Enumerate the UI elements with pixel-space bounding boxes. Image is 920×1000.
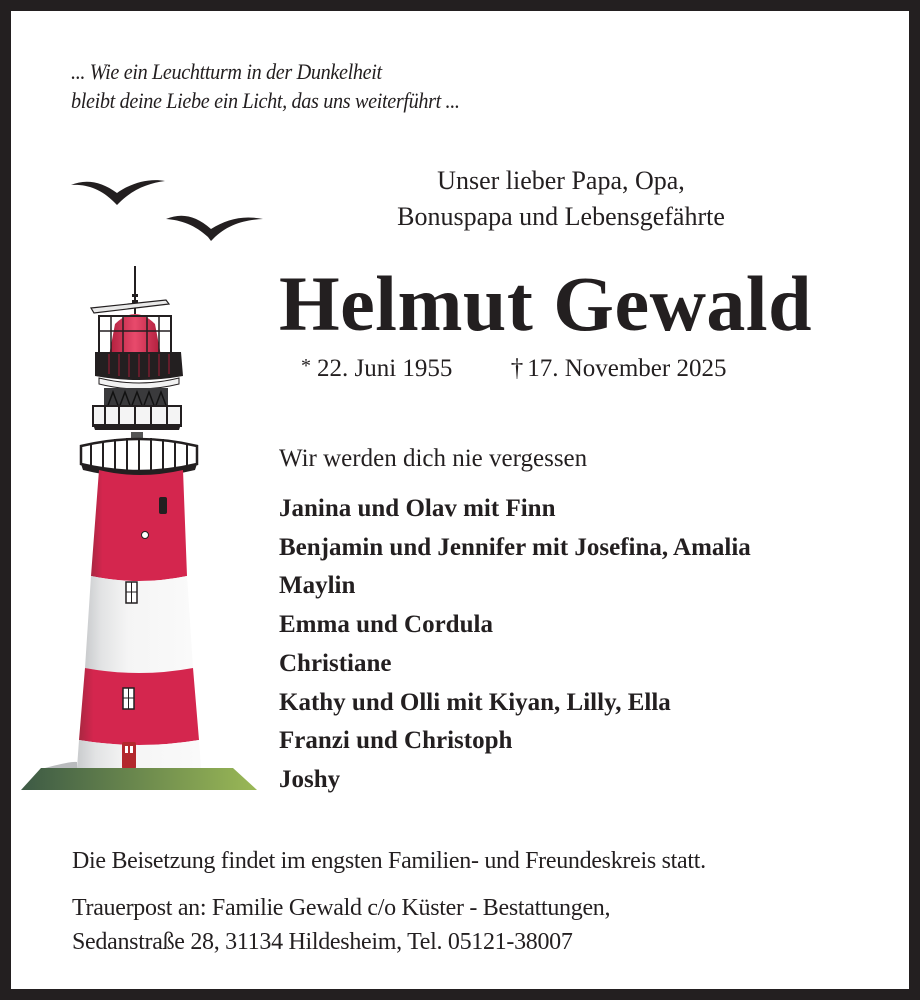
life-dates <box>301 349 726 386</box>
relationship-subtitle <box>341 163 781 235</box>
farewell-line: Wir werden dich nie vergessen <box>279 445 588 472</box>
deceased-name: Helmut Gewald <box>279 260 812 347</box>
birth-date-group <box>301 349 452 386</box>
death-date: 17. November 2025 <box>527 355 727 382</box>
birth-star-icon: * <box>301 355 311 377</box>
birth-date: 22. Juni 1955 <box>317 355 453 382</box>
motto-quote <box>71 57 460 115</box>
mourner-item: Maylin <box>279 572 356 600</box>
motto-line-2: bleibt deine Liebe ein Licht, das uns weiterführt ... <box>71 88 460 113</box>
motto-line-1: ... Wie ein Leuchtturm in der Dunkelheit <box>71 59 382 84</box>
obituary-card <box>11 11 909 989</box>
subtitle-line-1: Unser lieber Papa, Opa, <box>437 166 685 195</box>
mourner-item: Janina und Olav mit Finn <box>279 495 556 522</box>
condolence-address <box>72 891 610 959</box>
death-cross-icon: † <box>510 355 524 382</box>
subtitle-line-2: Bonuspapa und Lebensgefährte <box>397 202 725 231</box>
funeral-notice: Die Beisetzung findet im engsten Familien- und Freundeskreis statt. <box>72 848 706 874</box>
mourner-item: Kathy und Olli mit Kiyan, Lilly, Ella <box>279 688 671 716</box>
mourner-item: Joshy <box>279 765 341 793</box>
birds-icon <box>71 175 281 245</box>
mourners-list <box>279 490 751 800</box>
death-date-group <box>511 352 727 386</box>
address-line-2: Sedanstraße 28, 31134 Hildesheim, Tel. 05121-38007 <box>72 929 573 955</box>
mourner-item: Emma und Cordula <box>279 611 493 639</box>
address-line-1: Trauerpost an: Familie Gewald c/o Küster - Bestattungen, <box>72 895 611 921</box>
mourner-item: Christiane <box>279 649 392 677</box>
mourner-item: Franzi und Christoph <box>279 727 513 755</box>
mourner-item: Benjamin und Jennifer mit Josefina, Amalia <box>279 533 751 561</box>
lighthouse-icon <box>11 256 261 796</box>
